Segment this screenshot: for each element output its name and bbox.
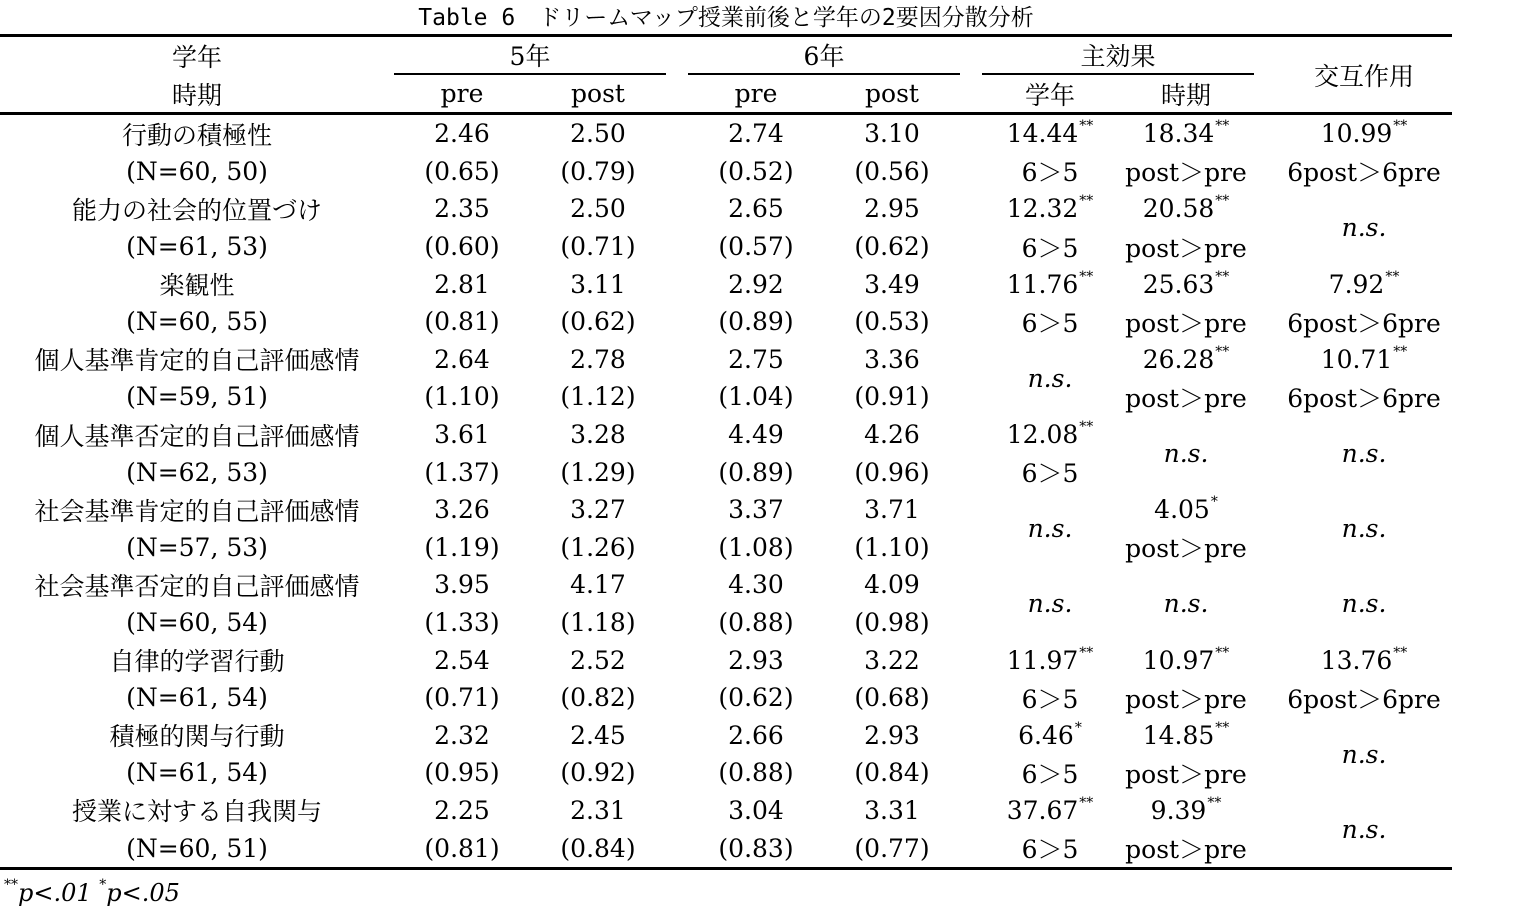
table-row-sd [0, 228, 1452, 266]
table-row [0, 265, 1452, 303]
grade-effect-ns: n.s. [1027, 589, 1073, 619]
interaction-ns: n.s. [1341, 739, 1387, 769]
g5-post-sd: (0.62) [560, 307, 636, 337]
interaction-ns: n.s. [1341, 213, 1387, 243]
period-effect-f [1118, 265, 1254, 303]
table-row [0, 416, 1452, 454]
g6-pre-sd: (1.04) [718, 382, 794, 412]
variable-name: 行動の積極性 [121, 120, 272, 150]
interaction-f [1276, 341, 1452, 379]
grade6-label: 6年 [688, 36, 960, 76]
footnote-mark-05: * [99, 877, 107, 893]
interaction-f-significance: ** [1393, 644, 1408, 661]
sample-size: (N=61, 53) [126, 232, 268, 262]
table-row-sd [0, 303, 1452, 341]
period-effect-f [1118, 792, 1254, 830]
interaction-f [1276, 114, 1452, 153]
g5-post-mean: 3.27 [570, 495, 626, 525]
sample-size: (N=60, 51) [126, 833, 268, 863]
interaction-f-significance: ** [1393, 343, 1408, 360]
g5-post-mean: 2.50 [570, 119, 626, 149]
table-row [0, 341, 1452, 379]
g6-post-sd: (0.77) [854, 833, 930, 863]
period-effect-f-value: 14.85 [1142, 720, 1215, 750]
g5-post-sd: (1.18) [560, 608, 636, 638]
table-row [0, 641, 1452, 679]
g5-pre-header: pre [394, 75, 530, 114]
g5-pre-mean: 2.46 [434, 119, 490, 149]
g6-post-sd: (0.56) [854, 156, 930, 186]
grade-effect-f-significance: ** [1079, 118, 1094, 135]
period-effect-f-significance: ** [1215, 193, 1230, 210]
interaction-f-significance: ** [1393, 118, 1408, 135]
table-row-sd [0, 679, 1452, 717]
g5-pre-sd: (1.19) [424, 532, 500, 562]
g5-pre-sd: (0.95) [424, 758, 500, 788]
grade-effect-f-value: 11.97 [1006, 645, 1079, 675]
table-row [0, 566, 1452, 604]
period-effect-comparison: post＞pre [1125, 684, 1247, 714]
g6-pre-mean: 3.04 [728, 795, 784, 825]
g5-post-mean: 3.11 [570, 269, 626, 299]
period-effect-f-significance: ** [1215, 719, 1230, 736]
g5-pre-sd: (1.10) [424, 382, 500, 412]
footnote-mark-01: ** [4, 877, 18, 893]
g6-post-sd: (0.53) [854, 307, 930, 337]
interaction-ns: n.s. [1341, 814, 1387, 844]
grade-effect-f [982, 792, 1118, 830]
period-effect-f-significance: ** [1207, 794, 1222, 811]
grade-effect-f [982, 641, 1118, 679]
g5-post-mean: 2.45 [570, 720, 626, 750]
period-effect-f-value: 4.05 [1154, 495, 1210, 525]
g5-post-sd: (0.71) [560, 232, 636, 262]
main-effect-label: 主効果 [982, 36, 1254, 76]
g5-post-sd: (0.84) [560, 833, 636, 863]
grade-effect-comparison: 6＞5 [1021, 233, 1079, 263]
anova-table [0, 34, 1452, 870]
period-effect-f [1118, 190, 1254, 228]
interaction-f-value: 7.92 [1328, 269, 1385, 299]
grade-effect-f-significance: ** [1079, 794, 1094, 811]
grade5-label: 5年 [394, 36, 666, 76]
grade-effect-f-significance: ** [1079, 644, 1094, 661]
interaction-label: 交互作用 [1276, 36, 1452, 114]
interaction-comparison: 6post＞6pre [1287, 383, 1441, 413]
grade-effect-f [982, 114, 1118, 153]
interaction-ns: n.s. [1341, 514, 1387, 544]
g5-pre-mean: 3.26 [434, 495, 490, 525]
g6-post-mean: 3.36 [864, 344, 920, 374]
g5-pre-mean: 2.81 [434, 269, 490, 299]
interaction-f [1276, 641, 1452, 679]
interaction-comparison: 6post＞6pre [1287, 684, 1441, 714]
period-effect-f-value: 20.58 [1142, 194, 1215, 224]
g6-pre-mean: 3.37 [728, 495, 784, 525]
grade-effect-f-value: 11.76 [1006, 269, 1079, 299]
g6-post-mean: 3.71 [864, 495, 920, 525]
g6-post-sd: (0.84) [854, 758, 930, 788]
g6-post-mean: 2.93 [864, 720, 920, 750]
table-row [0, 190, 1452, 228]
table-row-sd [0, 153, 1452, 191]
period-effect-f [1118, 341, 1254, 379]
grade-effect-f-value: 6.46 [1018, 720, 1074, 750]
grade-effect-f-value: 12.08 [1006, 420, 1079, 450]
g6-post-sd: (0.96) [854, 457, 930, 487]
g6-pre-header: pre [688, 75, 824, 114]
period-effect-f [1118, 717, 1254, 755]
g6-pre-mean: 2.93 [728, 645, 784, 675]
g6-post-header: post [824, 75, 960, 114]
table-row-sd [0, 829, 1452, 868]
interaction-f-value: 13.76 [1320, 645, 1393, 675]
grade-effect-comparison: 6＞5 [1021, 759, 1079, 789]
period-effect-comparison: post＞pre [1125, 534, 1247, 564]
g6-post-mean: 3.10 [864, 119, 920, 149]
g5-pre-mean: 2.64 [434, 344, 490, 374]
sample-size: (N=61, 54) [126, 683, 268, 713]
grade-effect-f-significance: ** [1079, 419, 1094, 436]
grade-effect-comparison: 6＞5 [1021, 308, 1079, 338]
variable-name: 楽観性 [159, 271, 235, 301]
grade-effect-ns: n.s. [1027, 514, 1073, 544]
g5-pre-sd: (0.81) [424, 833, 500, 863]
table-body [0, 114, 1452, 869]
grade-effect-f-value: 37.67 [1006, 795, 1079, 825]
period-effect-f-value: 9.39 [1150, 795, 1207, 825]
period-effect-f-significance: ** [1215, 268, 1230, 285]
g6-post-sd: (0.91) [854, 382, 930, 412]
table-row-sd [0, 529, 1452, 567]
g5-pre-sd: (0.71) [424, 683, 500, 713]
g6-pre-sd: (0.83) [718, 833, 794, 863]
interaction-ns: n.s. [1341, 589, 1387, 619]
g6-post-mean: 3.49 [864, 269, 920, 299]
g6-post-mean: 4.09 [864, 570, 920, 600]
g5-post-sd: (1.26) [560, 532, 636, 562]
grade-effect-f [982, 190, 1118, 228]
g5-post-sd: (0.79) [560, 156, 636, 186]
g5-pre-mean: 3.95 [434, 570, 490, 600]
g6-pre-sd: (0.88) [718, 608, 794, 638]
table-caption: Table 6 ドリームマップ授業前後と学年の2要因分散分析 [418, 5, 1034, 31]
g5-post-sd: (1.29) [560, 457, 636, 487]
g6-pre-mean: 2.66 [728, 720, 784, 750]
grade-effect-f-value: 14.44 [1006, 119, 1079, 149]
g6-pre-sd: (0.89) [718, 307, 794, 337]
table-row-sd [0, 754, 1452, 792]
variable-name: 社会基準肯定的自己評価感情 [34, 496, 360, 526]
g6-post-sd: (0.98) [854, 608, 930, 638]
footnote-p01: p<.01 [18, 879, 92, 907]
g5-post-mean: 2.31 [570, 795, 626, 825]
g6-post-sd: (0.68) [854, 683, 930, 713]
g5-post-mean: 2.52 [570, 645, 626, 675]
g5-post-sd: (0.82) [560, 683, 636, 713]
period-effect-f-significance: * [1210, 494, 1218, 511]
g5-post-mean: 4.17 [570, 570, 626, 600]
grade-label: 学年 [171, 43, 222, 72]
variable-name: 個人基準否定的自己評価感情 [34, 421, 360, 451]
period-effect-f-value: 10.97 [1142, 645, 1215, 675]
period-effect-comparison: post＞pre [1125, 308, 1247, 338]
period-effect-f [1118, 641, 1254, 679]
table-row [0, 114, 1452, 153]
period-effect-f-significance: ** [1215, 644, 1230, 661]
g5-post-mean: 3.28 [570, 420, 626, 450]
variable-name: 積極的関与行動 [109, 722, 285, 752]
interaction-f-value: 10.71 [1320, 344, 1393, 374]
period-effect-comparison: post＞pre [1125, 835, 1247, 865]
grade-effect-comparison: 6＞5 [1021, 459, 1079, 489]
period-label: 時期 [0, 75, 394, 114]
g6-pre-mean: 2.75 [728, 344, 784, 374]
g5-post-mean: 2.50 [570, 194, 626, 224]
g6-post-sd: (1.10) [854, 532, 930, 562]
period-effect-f-value: 18.34 [1142, 119, 1215, 149]
grade-effect-f-significance: ** [1079, 193, 1094, 210]
footnote [4, 868, 180, 910]
g6-post-mean: 3.22 [864, 645, 920, 675]
table-row [0, 717, 1452, 755]
g5-pre-mean: 2.54 [434, 645, 490, 675]
grade-effect-comparison: 6＞5 [1021, 835, 1079, 865]
g6-post-sd: (0.62) [854, 232, 930, 262]
g5-pre-sd: (0.81) [424, 307, 500, 337]
g6-pre-sd: (0.88) [718, 758, 794, 788]
period-effect-comparison: post＞pre [1125, 158, 1247, 188]
grade-effect-f [982, 717, 1118, 755]
sample-size: (N=60, 54) [126, 608, 268, 638]
interaction-f-significance: ** [1385, 268, 1400, 285]
variable-name: 自律的学習行動 [109, 647, 285, 677]
header-row-grade [0, 36, 1452, 76]
grade-effect-comparison: 6＞5 [1021, 684, 1079, 714]
g6-pre-sd: (0.62) [718, 683, 794, 713]
table-row-sd [0, 378, 1452, 416]
g5-post-sd: (1.12) [560, 382, 636, 412]
period-effect-comparison: post＞pre [1125, 759, 1247, 789]
period-effect-f [1118, 491, 1254, 529]
period-effect-f [1118, 114, 1254, 153]
period-effect-comparison: post＞pre [1125, 233, 1247, 263]
g6-post-mean: 3.31 [864, 795, 920, 825]
sample-size: (N=60, 50) [126, 156, 268, 186]
period-effect-f-significance: ** [1215, 343, 1230, 360]
grade-effect-f-significance: * [1074, 719, 1082, 736]
interaction-f [1276, 265, 1452, 303]
period-effect-f-value: 25.63 [1142, 269, 1215, 299]
g6-pre-sd: (0.89) [718, 457, 794, 487]
grade-effect-f [982, 265, 1118, 303]
variable-name: 能力の社会的位置づけ [71, 195, 322, 225]
main-period-header: 時期 [1118, 75, 1254, 114]
g5-pre-mean: 2.35 [434, 194, 490, 224]
period-effect-comparison: post＞pre [1125, 383, 1247, 413]
period-effect-ns: n.s. [1163, 589, 1209, 619]
variable-name: 個人基準肯定的自己評価感情 [34, 346, 360, 376]
g6-pre-sd: (0.52) [718, 156, 794, 186]
g5-post-sd: (0.92) [560, 758, 636, 788]
g6-post-mean: 2.95 [864, 194, 920, 224]
sample-size: (N=60, 55) [126, 307, 268, 337]
grade-effect-f-significance: ** [1079, 268, 1094, 285]
g5-pre-sd: (1.33) [424, 608, 500, 638]
footnote-p05: p<.05 [106, 879, 180, 907]
header-row-period [0, 75, 1452, 114]
interaction-comparison: 6post＞6pre [1287, 158, 1441, 188]
g6-pre-mean: 2.92 [728, 269, 784, 299]
g5-pre-sd: (0.65) [424, 156, 500, 186]
variable-name: 授業に対する自我関与 [71, 797, 322, 827]
g6-pre-sd: (1.08) [718, 532, 794, 562]
table-row [0, 792, 1452, 830]
g5-pre-mean: 2.25 [434, 795, 490, 825]
main-grade-header: 学年 [982, 75, 1118, 114]
table-row [0, 491, 1452, 529]
interaction-f-value: 10.99 [1320, 119, 1393, 149]
period-effect-f-value: 26.28 [1142, 344, 1215, 374]
g6-pre-mean: 4.49 [728, 420, 784, 450]
interaction-comparison: 6post＞6pre [1287, 308, 1441, 338]
g5-pre-sd: (0.60) [424, 232, 500, 262]
grade-effect-f-value: 12.32 [1006, 194, 1079, 224]
period-effect-f-significance: ** [1215, 118, 1230, 135]
period-effect-ns: n.s. [1163, 438, 1209, 468]
interaction-ns: n.s. [1341, 438, 1387, 468]
sample-size: (N=62, 53) [126, 457, 268, 487]
g5-pre-mean: 2.32 [434, 720, 490, 750]
g6-pre-mean: 2.74 [728, 119, 784, 149]
g5-post-header: post [530, 75, 666, 114]
g6-pre-sd: (0.57) [718, 232, 794, 262]
grade-effect-f [982, 416, 1118, 454]
g5-post-mean: 2.78 [570, 344, 626, 374]
sample-size: (N=61, 54) [126, 758, 268, 788]
g5-pre-mean: 3.61 [434, 420, 490, 450]
grade-effect-comparison: 6＞5 [1021, 158, 1079, 188]
g6-pre-mean: 4.30 [728, 570, 784, 600]
variable-name: 社会基準否定的自己評価感情 [34, 571, 360, 601]
g5-pre-sd: (1.37) [424, 457, 500, 487]
g6-pre-mean: 2.65 [728, 194, 784, 224]
grade-effect-ns: n.s. [1027, 363, 1073, 393]
g6-post-mean: 4.26 [864, 420, 920, 450]
sample-size: (N=59, 51) [126, 382, 268, 412]
sample-size: (N=57, 53) [126, 532, 268, 562]
